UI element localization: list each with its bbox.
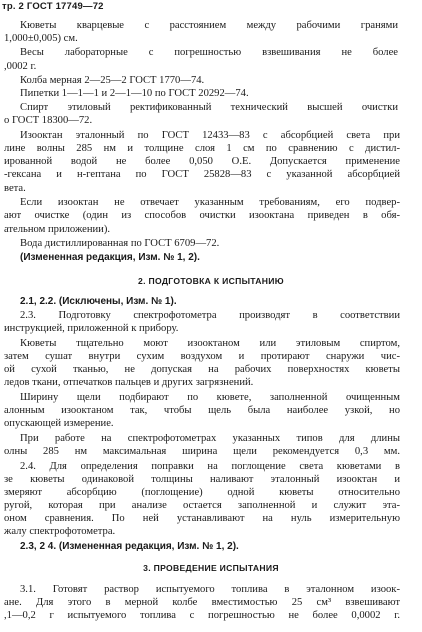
- text-line: Вода дистиллированная по ГОСТ 6709—72.: [20, 238, 220, 249]
- text-line: Колба мерная 2—25—2 ГОСТ 1770—74.: [20, 75, 205, 86]
- text-line: змеряют абсорбцию (поглощение) одной кюветы относительно: [4, 487, 400, 498]
- section-heading: 3. ПРОВЕДЕНИЕ ИСПЫТАНИЯ: [143, 563, 279, 573]
- text-line: 3.1. Готовят раствор испытуемого топлива в эталонном изоок-: [20, 584, 400, 595]
- text-line: При работе на спектрофотометрах указанных типов для длины: [20, 433, 400, 444]
- section-heading: 2. ПОДГОТОВКА К ИСПЫТАНИЮ: [138, 276, 284, 286]
- text-line: ,1—0,2 г испытуемого топлива с погрешностью не более 0,0002 г.: [4, 610, 400, 621]
- running-head: тр. 2 ГОСТ 17749—72: [2, 1, 104, 12]
- text-line: алонным изооктаном так, чтобы щель была наиболее узкой, но: [4, 405, 400, 416]
- text-line: затем сушат внутри сухим воздухом и протирают снаружи чис-: [4, 351, 400, 362]
- text-line: жалу спектрофотометра.: [4, 526, 116, 537]
- text-line: ательном приложении).: [4, 224, 111, 235]
- text-line: ругой, которая при анализе остается заполненной и служит эта-: [4, 500, 400, 511]
- text-line: Пипетки 1—1—1 и 2—1—10 по ГОСТ 20292—74.: [20, 88, 249, 99]
- text-line: Кюветы тщательно моют изооктаном или этиловым спиртом,: [20, 338, 400, 349]
- text-line: лине волны 285 нм и толщине слоя 1 см по сравнению с дистил-: [4, 143, 400, 154]
- text-line: 2.3, 2 4. (Измененная редакция, Изм. № 1, 2).: [20, 541, 239, 552]
- text-line: -гексана и н-гептана по ГОСТ 25828—83 с указанной абсорбцией: [4, 169, 400, 180]
- text-line: (Измененная редакция, Изм. № 1, 2).: [20, 252, 200, 263]
- text-line: ированной водой не более 0,050 О.Е. Допускается применение: [4, 156, 400, 167]
- text-line: инструкцией, приложенной к прибору.: [4, 323, 179, 334]
- text-line: оном сравнения. По ней устанавливают на нуль измерительную: [4, 513, 400, 524]
- text-line: вета.: [4, 183, 26, 194]
- text-line: 1,000±0,005) см.: [4, 33, 78, 44]
- text-line: зе кюветы одинаковой толщины наливают эталонный изооктан и: [4, 474, 400, 485]
- text-line: 2.1, 2.2. (Исключены, Изм. № 1).: [20, 296, 177, 307]
- text-line: ледов ткани, отпечатков пальцев и других загрязнений.: [4, 377, 254, 388]
- text-line: Кюветы кварцевые с расстоянием между рабочими гранями: [20, 20, 398, 31]
- text-line: Весы лабораторные с погрешностью взвешивания не более: [20, 47, 398, 58]
- text-line: Если изооктан не отвечает указанным требованиям, его подвер-: [20, 197, 400, 208]
- text-line: опускающей измерение.: [4, 418, 114, 429]
- text-line: о ГОСТ 18300—72.: [4, 115, 93, 126]
- text-line: ане. Для этого в мерной колбе вместимостью 25 см³ взвешивают: [4, 597, 400, 608]
- text-line: Ширину щели подбирают по кювете, заполненной очищенным: [20, 392, 400, 403]
- text-line: 2.4. Для определения поправки на поглощение света кюветами в: [20, 461, 400, 472]
- text-line: олны 285 нм максимальная ширина щели рекомендуется 0,3 мм.: [4, 446, 400, 457]
- text-line: ают очистке (один из способов очистки изооктана приведен в обя-: [4, 210, 400, 221]
- text-line: Спирт этиловый ректификованный технический высшей очистки: [20, 102, 398, 113]
- text-line: 2.3. Подготовку спектрофотометра производят в соответствии: [20, 310, 400, 321]
- text-line: ой сухой тканью, не допуская на рабочих поверхностях кюветы: [4, 364, 400, 375]
- text-line: Изооктан эталонный по ГОСТ 12433—83 с абсорбцией света при: [20, 130, 400, 141]
- text-line: ,0002 г.: [4, 61, 37, 72]
